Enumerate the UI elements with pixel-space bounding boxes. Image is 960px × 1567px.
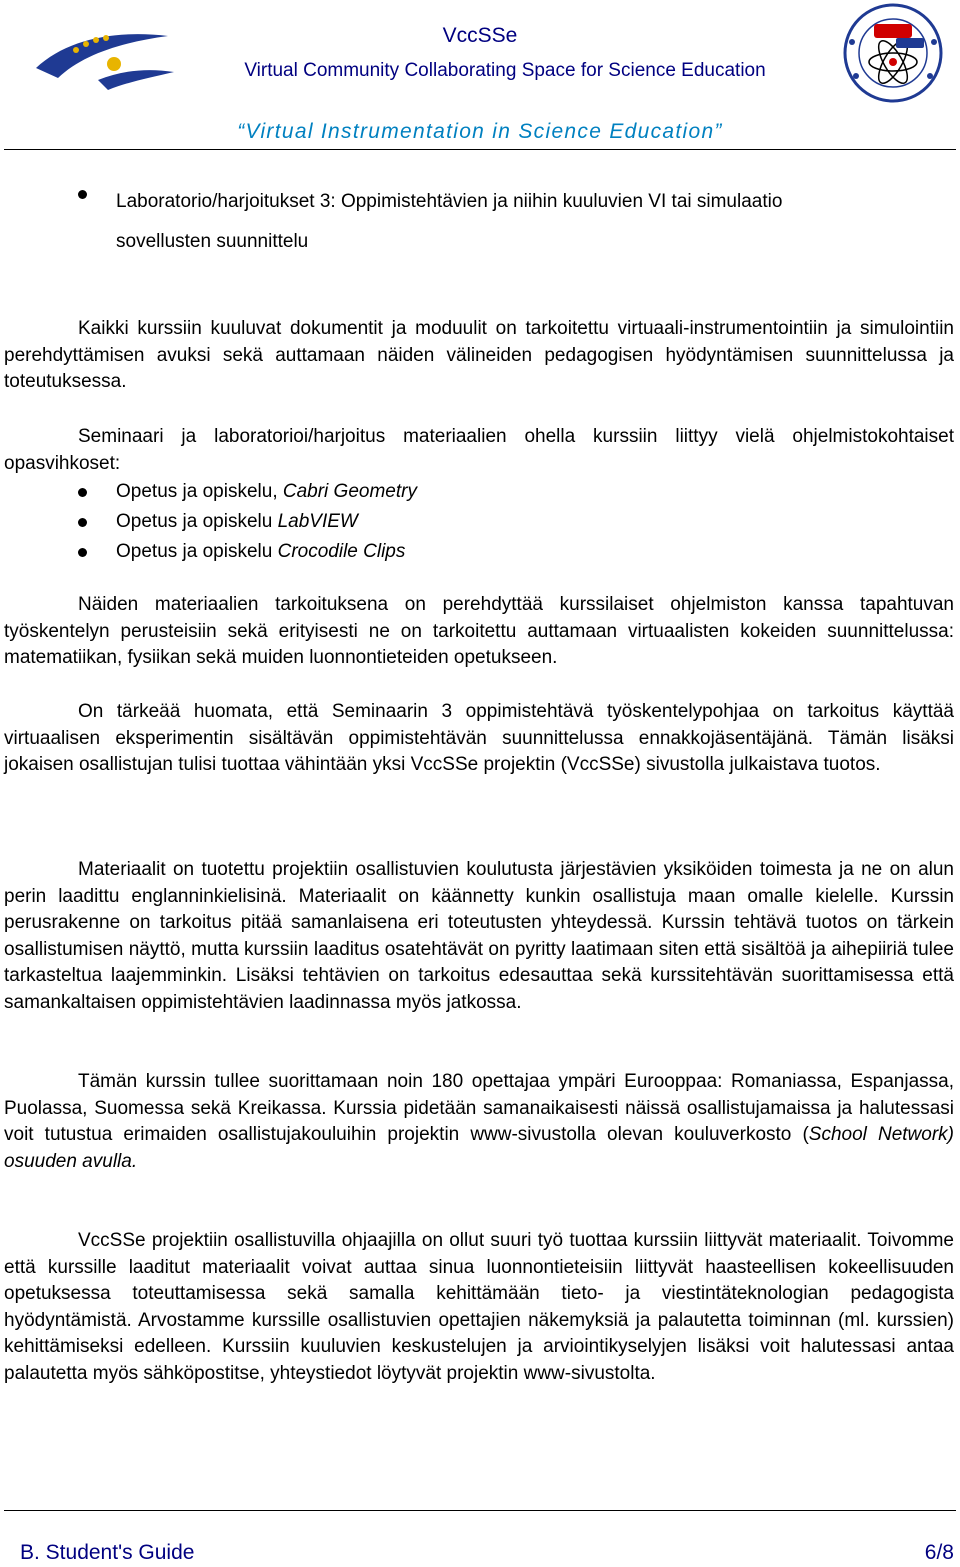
header-title: VccSSe — [442, 24, 518, 47]
participants-paragraph: Tämän kurssin tullee suorittamaan noin 180 opettajaa ympäri Eurooppaa: Romaniassa, Espanjassa, Puolassa, Suomessa sekä Kreikassa. Kurssia pidetään samanaikaisesti näissä osallistujamaissa ja halutessasi voit tutustua erimaiden osallistujakouluihin projektin www-sivustolla olevan kouluverkosto (School Network) osuuden avulla. — [4, 1071, 954, 1172]
footer-doc-title: B. Student's Guide — [20, 1541, 195, 1564]
lab-bullet-line1: Laboratorio/harjoitukset 3: Oppimistehtävien ja niihin kuuluvien VI tai simulaatio — [116, 191, 783, 212]
footer-divider — [4, 1510, 956, 1511]
page-number: 6/8 — [924, 1541, 954, 1564]
intro-paragraph: Kaikki kurssiin kuuluvat dokumentit ja moduulit on tarkoitettu virtuaali-instrumentointiin ja simulointiin perehdyttämisen avuksi sekä auttamaan näiden välineiden pedagogisen hyödyntämisen suunnittelussa ja toteutuksessa. — [4, 318, 954, 392]
page-header — [0, 0, 960, 150]
materials-paragraph: Materiaalit on tuotettu projektiin osallistuvien koulutusta järjestävien yksiköiden toimesta ja ne on alun perin laadittu englanninkielisinä. Materiaalit on käännetty kunkin osallistuja maan omalle kielelle. Kurssin perusrakenne on tarkoitus pitää samanlaisena eri toteutusten yhteydessä. Kurssin tehtävä tuotos on tärkein osallistumisen näyttö, mutta kurssiin laaditus osatehtävät on pyritty laatimaan siten että sisältöä ja aihepiiriä tulee tarkasteltua laajemminkin. Lisäksi tehtävien on tarkoitus edesauttaa sekä kurssitehtävän suorittamisessa että samankaltaisen oppimistehtävien laadinnassa myös jatkossa. — [4, 859, 954, 1013]
vccsse-comenius-socrates-seal — [832, 2, 954, 104]
purpose-paragraph: Näiden materiaalien tarkoituksena on perehdyttää kurssilaiset ohjelmiston kanssa tapahtuvan työskentelyn perusteisiin sekä erityisesti ne on tarkoitettu auttamaan virtuaalisten kokeiden suunnittelussa: matematiikan, fysiikan sekä muiden luonnontieteiden opetukseen. — [4, 594, 954, 668]
bullet-dot — [78, 190, 87, 199]
seminar3-paragraph: On tärkeää huomata, että Seminaarin 3 oppimistehtävä työskentelypohjaa on tarkoitus käyttää virtuaalisen eksperimentin sisältävän oppimistehtävän suunnittelussa ennakkojäsentäjänä. Tämän lisäksi jokaisen osallistujan tulisi tuottaa vähintään yksi VccSSe projektin (VccSSe) sivustolla julkaistava tuotos. — [4, 701, 954, 775]
feedback-paragraph: VccSSe projektiin osallistuvilla ohjaajilla on ollut suuri työ tuottaa kurssiin liittyvät materiaalit. Toivomme että kurssille laaditut materiaalit voivat auttaa sinua luonnontieteisiin liittyvät haasteellisen kokeellisuuden opetuksessa toteuttamisessa sekä samalla kehittämään tieto- ja viestintäteknologian pedagogista hyödyntämistä. Arvostamme kurssille osallistuvien opettajien näkemyksiä ja palautetta toiminnan (ml. kurssien) kehittämiseksi edelleen. Kurssiin kuuluvien keskustelujen ja arviointikyselyjen lisäksi voit halutessasi antaa palautetta myös sähköpostitse, yhteystiedot löytyvät projektin www-sivustolta. — [4, 1230, 954, 1384]
guide-list: Opetus ja opiskelu, Cabri Geometry Opetus ja opiskelu LabVIEW Opetus ja opiskelu Crocodile Clips — [4, 479, 954, 569]
seminar-paragraph: Seminaari ja laboratorioi/harjoitus materiaalien ohella kurssiin liittyy vielä ohjelmistokohtaiset opasvihkoset: — [4, 426, 954, 474]
lab-bullet-line2: sovellusten suunnittelu — [116, 231, 309, 252]
header-divider — [4, 149, 956, 150]
header-tagline: “Virtual Instrumentation in Science Education” — [237, 120, 723, 143]
header-subtitle: Virtual Community Collaborating Space for Science Education — [244, 60, 766, 81]
